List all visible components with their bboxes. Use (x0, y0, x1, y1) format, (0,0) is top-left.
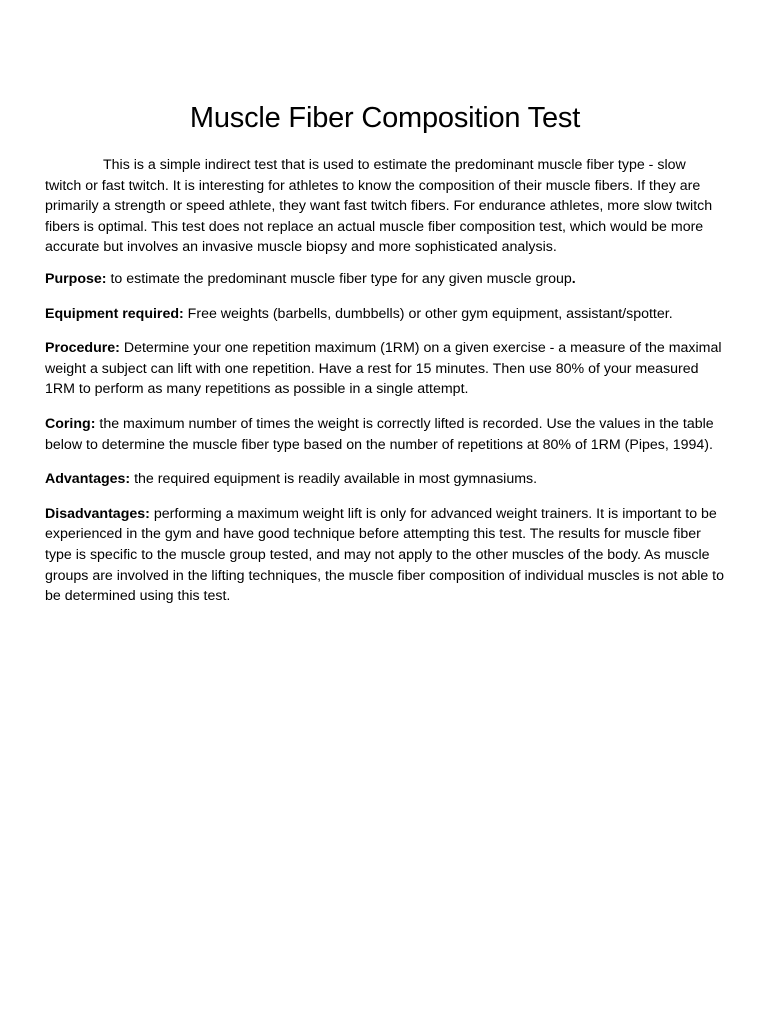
document-title: Muscle Fiber Composition Test (189, 102, 581, 134)
procedure-section (45, 338, 725, 400)
procedure-label: Procedure: (45, 340, 120, 357)
equipment-section (45, 304, 725, 325)
document-page (45, 100, 725, 621)
coring-section (45, 414, 725, 455)
advantages-text: the required equipment is readily available in most gymnasiums. (130, 471, 538, 488)
purpose-label: Purpose: (45, 270, 107, 287)
advantages-section (45, 469, 725, 490)
disadvantages-label: Disadvantages: (45, 505, 150, 522)
advantages-label: Advantages: (45, 471, 131, 488)
intro-paragraph: This is a simple indirect test that is used to estimate the predominant muscle fiber type - slow twitch or fast twitch. It is interesting for athletes to know the composition of their muscle fibers. If they are primarily a strength or speed athlete, they want fast twitch fibers. For endurance athletes, more slow twitch fibers is optimal. This test does not replace an actual muscle fiber composition test, which would be more accurate but involves an invasive muscle biopsy and more sophisticated analysis. (45, 157, 713, 256)
disadvantages-section (45, 504, 725, 607)
purpose-period: . (571, 270, 576, 287)
coring-label: Coring: (45, 415, 96, 432)
purpose-text: to estimate the predominant muscle fiber type for any given muscle group (106, 270, 572, 287)
disadvantages-text: performing a maximum weight lift is only for advanced weight trainers. It is important to be experienced in the gym and have good technique before attempting this test. The results for muscle fiber type is specific to the muscle group tested, and may not apply to the other muscles of the body. As muscle groups are involved in the lifting techniques, the muscle fiber composition of individual muscles is not able to be determined using this test. (45, 505, 725, 605)
equipment-text: Free weights (barbells, dumbbells) or other gym equipment, assistant/spotter. (183, 305, 673, 322)
purpose-section (45, 269, 725, 290)
equipment-label: Equipment required: (45, 305, 184, 322)
procedure-text: Determine your one repetition maximum (1RM) on a given exercise - a measure of the maximal weight a subject can lift with one repetition. Have a rest for 15 minutes. Then use 80% of your measured 1RM to perform as many repetitions as possible in a single attempt. (45, 340, 722, 398)
coring-text: the maximum number of times the weight is correctly lifted is recorded. Use the values in the table below to determine the muscle fiber type based on the number of repetitions at 80% of 1RM (Pipes, 1994). (45, 415, 714, 453)
